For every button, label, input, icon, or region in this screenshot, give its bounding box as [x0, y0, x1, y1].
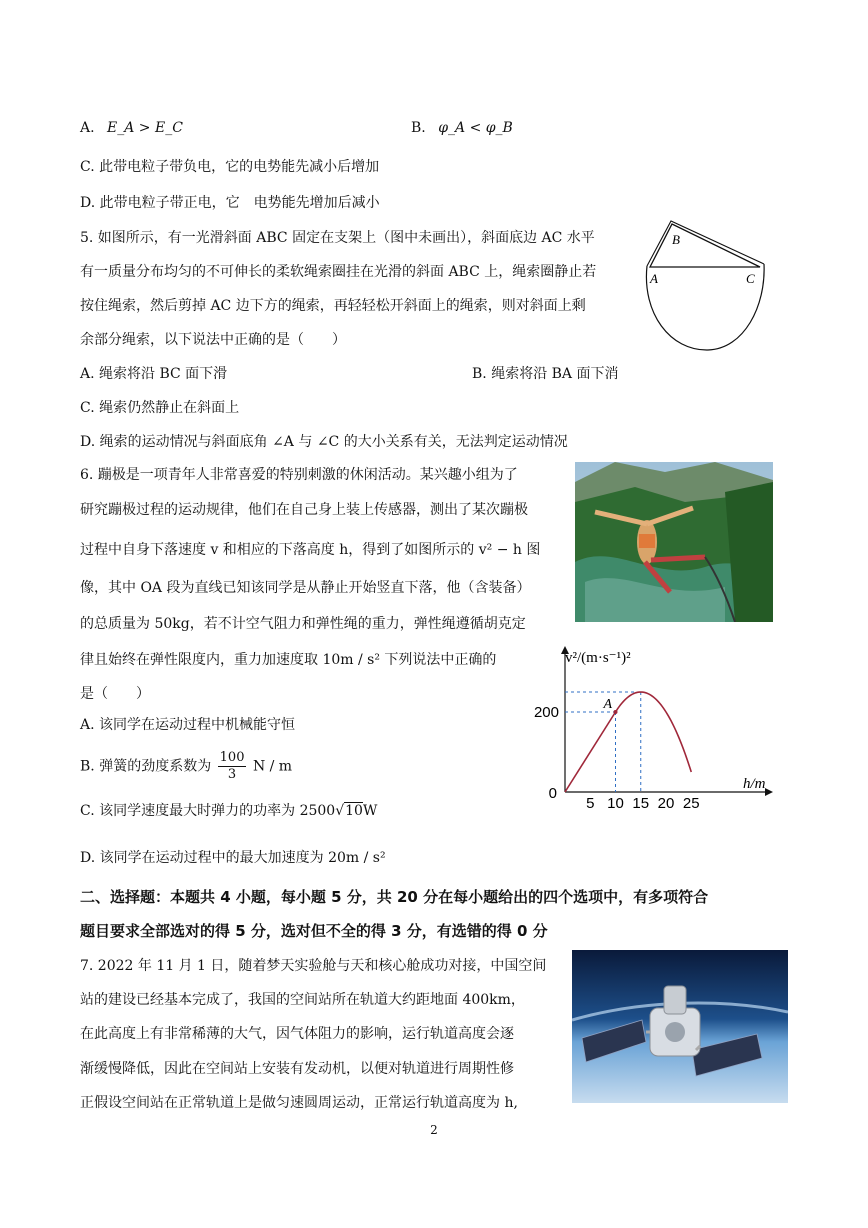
q6-stem-line-6: 律且始终在弹性限度内，重力加速度取 10m / s² 下列说法中正确的	[80, 652, 497, 668]
option-label: A.	[80, 120, 95, 136]
fraction	[218, 750, 247, 783]
q5-option-b: B. 绳索将沿 BA 面下消	[472, 366, 619, 382]
q7-stem-line-2: 站的建设已经基本完成了，我国的空间站所在轨道大约距地面 400km，	[80, 992, 525, 1008]
label-c: C	[746, 271, 755, 286]
origin-label: 0	[548, 785, 557, 802]
sqrt-radicand: 10	[345, 803, 363, 819]
y-axis-label: v²/(m·s⁻¹)²	[565, 650, 631, 666]
q7-stem-line-4: 渐缓慢降低，因此在空间站上安装有发动机，以便对轨道进行周期性修	[80, 1061, 514, 1077]
q6-option-b	[80, 750, 292, 783]
q7-stem-line-5: 正假设空间站在正常轨道上是做匀速圆周运动，正常运行轨道高度为 h,	[80, 1095, 518, 1111]
q6-option-a: A. 该同学在运动过程中机械能守恒	[80, 717, 296, 733]
y-tick-label: 200	[533, 704, 559, 721]
q5-incline-figure	[640, 218, 770, 354]
q5-option-a: A. 绳索将沿 BC 面下滑	[80, 366, 228, 382]
curve-segment-parabola	[616, 692, 692, 772]
point-a-marker	[614, 710, 618, 714]
curve-segment-oa	[565, 712, 616, 792]
rope-top	[647, 221, 764, 266]
label-a: A	[650, 271, 658, 286]
q7-stem-line-1: 7. 2022 年 11 月 1 日，随着梦天实验舱与天和核心舱成功对接，中国空间	[80, 958, 547, 974]
q4-option-a	[80, 118, 183, 138]
x-axis-arrow	[765, 788, 773, 796]
x-tick-label: 20	[657, 795, 675, 812]
q6-stem-line-3: 过程中自身下落速度 v 和相应的下落高度 h，得到了如图所示的 v² − h 图	[80, 542, 541, 558]
x-tick-label: 10	[607, 795, 624, 812]
q6-stem-line-2: 研究蹦极过程的运动规律，他们在自己身上装上传感器，测出了某次蹦极	[80, 502, 528, 518]
label-b: B	[672, 232, 680, 247]
bungee-scene-image	[575, 462, 773, 622]
q4-option-c: C. 此带电粒子带负电，它的电势能先减小后增加	[80, 159, 380, 175]
q5-option-c: C. 绳索仍然静止在斜面上	[80, 400, 240, 416]
q7-stem-line-3: 在此高度上有非常稀薄的大气，因气体阻力的影响，运行轨道高度会逐	[80, 1026, 514, 1042]
option-formula: E_A > E_C	[107, 120, 183, 136]
option-text: B. 弹簧的劲度系数为	[80, 758, 212, 775]
option-label: B.	[411, 120, 426, 136]
point-a-label: A	[603, 697, 613, 712]
q4-option-d: D. 此带电粒子带正电，它 电势能先增加后减小	[80, 195, 380, 211]
fraction-numerator: 100	[219, 750, 245, 765]
space-station-image	[572, 950, 788, 1103]
q5-stem-line-2: 有一质量分布均匀的不可伸长的柔软绳索圈挂在光滑的斜面 ABC 上，绳索圈静止若	[80, 264, 597, 280]
section-2-heading-line-2: 题目要求全部选对的得 5 分，选对但不全的得 3 分，有选错的得 0 分	[80, 922, 548, 940]
v2-h-chart	[525, 640, 795, 820]
option-text: C. 该同学速度最大时弹力的功率为 2500	[80, 803, 336, 819]
page-number: 2	[430, 1123, 438, 1137]
option-unit: W	[362, 803, 378, 819]
fraction-denominator: 3	[227, 767, 237, 782]
sqrt-symbol: √	[335, 803, 345, 819]
q6-stem-line-7: 是（ ）	[80, 686, 150, 702]
q4-option-b	[411, 118, 513, 138]
q5-stem-line-3: 按住绳索，然后剪掉 AC 边下方的绳索，再轻轻松开斜面上的绳索，则对斜面上剩	[80, 298, 586, 314]
x-tick-label: 15	[632, 795, 650, 812]
option-unit: N / m	[252, 758, 293, 775]
q5-option-d: D. 绳索的运动情况与斜面底角 ∠A 与 ∠C 的大小关系有关，无法判定运动情况	[80, 434, 568, 450]
x-axis-label: h/m	[743, 776, 766, 792]
bungee-jumping-photo	[575, 462, 773, 622]
option-formula: φ_A < φ_B	[438, 120, 513, 136]
section-2-heading-line-1: 二、选择题：本题共 4 小题，每小题 5 分，共 20 分在每小题给出的四个选项中，有多项符合	[80, 888, 709, 906]
x-tick-label: 5	[586, 795, 595, 812]
q6-stem-line-5: 的总质量为 50kg，若不计空气阻力和弹性绳的重力，弹性绳遵循胡克定	[80, 616, 526, 632]
q5-stem-line-1: 5. 如图所示，有一光滑斜面 ABC 固定在支架上（图中未画出），斜面底边 AC 水平	[80, 230, 595, 246]
q5-stem-line-4: 余部分绳索，以下说法中正确的是（ ）	[80, 332, 346, 348]
q6-option-d: D. 该同学在运动过程中的最大加速度为 20m / s²	[80, 850, 386, 866]
q6-option-c	[80, 801, 377, 821]
q6-stem-line-1: 6. 蹦极是一项青年人非常喜爱的特别刺激的休闲活动。某兴趣小组为了	[80, 467, 518, 483]
q6-stem-line-4: 像，其中 OA 段为直线已知该同学是从静止开始竖直下落，他（含装备）	[80, 580, 531, 596]
x-tick-label: 25	[682, 795, 700, 812]
space-station-photo	[572, 950, 788, 1103]
